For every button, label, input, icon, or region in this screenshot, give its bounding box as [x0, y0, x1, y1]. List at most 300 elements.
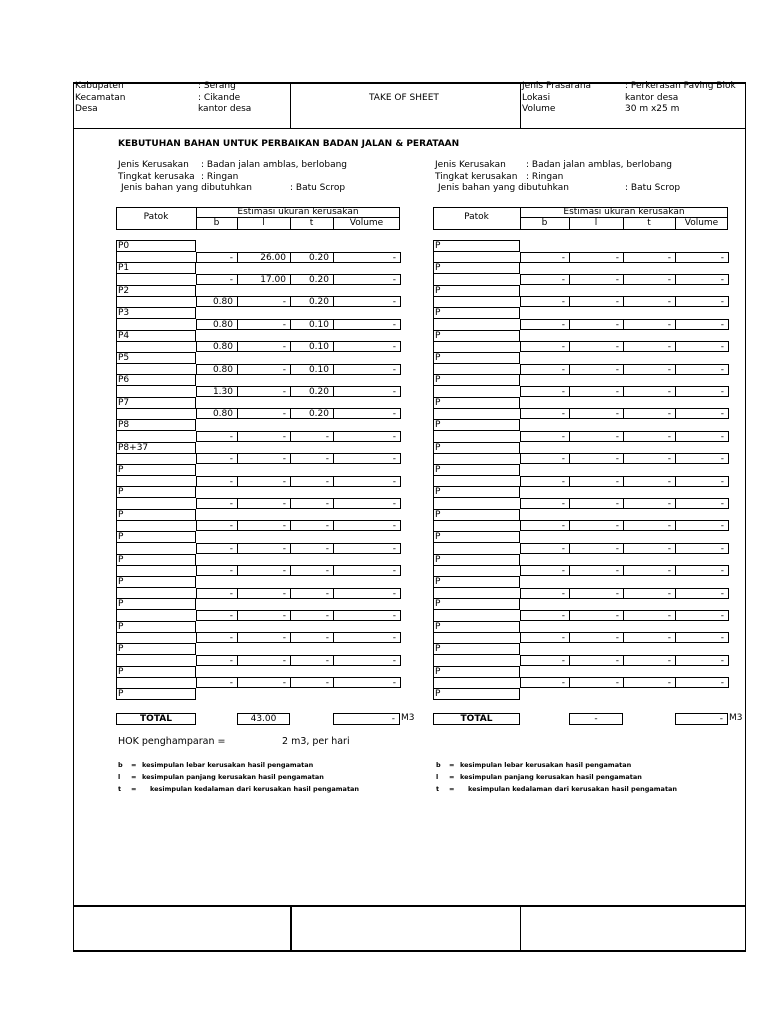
value-cell-v: - — [675, 565, 729, 576]
total-label: TOTAL — [433, 713, 520, 725]
value-cell-t: - — [623, 341, 676, 352]
value-cell-v: - — [675, 408, 729, 419]
value-cell-t: - — [290, 431, 334, 442]
patok-label: P8+37 — [118, 442, 149, 453]
patok-label: P6 — [118, 375, 130, 386]
value-cell-t: 0.20 — [290, 386, 334, 397]
value-cell-t: - — [290, 610, 334, 621]
value-cell-t: - — [290, 588, 334, 599]
patok-cell — [433, 666, 520, 678]
value-cell-b: - — [196, 543, 238, 554]
value-cell-l: - — [569, 364, 624, 375]
patok-cell — [116, 509, 196, 521]
value-cell-b: 0.80 — [196, 364, 238, 375]
footer-bottom-border — [73, 950, 746, 952]
value-cell-b: - — [520, 252, 570, 263]
value-cell-v: - — [333, 274, 401, 285]
legend-key: l — [118, 773, 121, 781]
value-cell-t: - — [623, 565, 676, 576]
value-cell-l: - — [569, 498, 624, 509]
value-cell-v: - — [675, 319, 729, 330]
info-value: : Badan jalan amblas, berlobang — [526, 160, 672, 170]
header-label: Kecamatan — [75, 92, 126, 103]
value-cell-l: - — [237, 386, 291, 397]
patok-label: P — [435, 644, 441, 655]
patok-cell — [433, 531, 520, 543]
value-cell-v: - — [675, 364, 729, 375]
value-cell-b: - — [196, 520, 238, 531]
value-cell-t: - — [623, 386, 676, 397]
value-cell-b: - — [520, 364, 570, 375]
header-label: Jenis Prasarana — [522, 81, 592, 91]
header-divider-left — [290, 82, 291, 128]
legend-text: kesimpulan lebar kerusakan hasil pengamatan — [142, 761, 314, 769]
value-cell-v: - — [675, 498, 729, 509]
patok-cell — [433, 442, 520, 454]
value-cell-v: - — [333, 565, 401, 576]
patok-cell — [116, 307, 196, 319]
value-cell-l: - — [237, 453, 291, 464]
value-cell-l: - — [569, 677, 624, 688]
value-cell-b: 0.80 — [196, 319, 238, 330]
value-cell-l: - — [569, 296, 624, 307]
info-label: Jenis bahan yang dibutuhkan — [121, 183, 252, 193]
patok-label: P — [435, 666, 441, 677]
column-header-b: b — [213, 218, 220, 228]
value-cell-l: 26.00 — [237, 252, 291, 263]
legend-text: kesimpulan kedalaman dari kerusakan hasil pengamatan — [468, 785, 678, 793]
info-label: Jenis Kerusakan — [118, 160, 189, 170]
value-cell-l: - — [569, 274, 624, 285]
header-value: kantor desa — [198, 104, 252, 114]
total-label: TOTAL — [116, 713, 196, 725]
value-cell-t: 0.20 — [290, 252, 334, 263]
info-value: : Ringan — [201, 171, 239, 182]
value-cell-b: - — [520, 565, 570, 576]
value-cell-t: 0.20 — [290, 296, 334, 307]
patok-label: P0 — [118, 241, 130, 251]
legend-key: l — [436, 773, 439, 781]
info-label: Jenis bahan yang dibutuhkan — [438, 183, 569, 193]
value-cell-v: - — [675, 476, 729, 487]
value-cell-l: - — [237, 319, 291, 330]
info-value: : Badan jalan amblas, berlobang — [201, 160, 347, 170]
value-cell-l: - — [569, 341, 624, 352]
value-cell-t: - — [290, 565, 334, 576]
patok-label: P — [435, 532, 441, 543]
patok-cell — [116, 442, 196, 454]
value-cell-v: - — [333, 386, 401, 397]
patok-cell — [433, 330, 520, 342]
value-cell-t: - — [623, 319, 676, 330]
patok-cell — [433, 374, 520, 386]
value-cell-l: - — [569, 408, 624, 419]
value-cell-v: - — [675, 677, 729, 688]
patok-cell — [116, 330, 196, 342]
value-cell-v: - — [333, 588, 401, 599]
patok-label: P — [118, 554, 124, 565]
value-cell-v: - — [675, 341, 729, 352]
value-cell-t: - — [290, 632, 334, 643]
value-cell-b: - — [520, 476, 570, 487]
patok-label: P — [118, 465, 124, 475]
column-header-volume: Volume — [684, 218, 719, 228]
patok-label: P — [118, 644, 124, 655]
value-cell-b: - — [520, 431, 570, 442]
patok-label: P — [435, 375, 441, 386]
patok-label: P — [118, 666, 124, 677]
value-cell-v: - — [675, 274, 729, 285]
value-cell-v: - — [333, 677, 401, 688]
value-cell-b: - — [196, 498, 238, 509]
header-label: Desa — [75, 104, 98, 114]
patok-label: P7 — [118, 397, 130, 408]
value-cell-b: 1.30 — [196, 386, 238, 397]
value-cell-l: - — [237, 498, 291, 509]
info-label: Jenis Kerusakan — [435, 160, 506, 170]
header-value: : Perkerasan Paving Blok — [625, 81, 736, 91]
patok-label: P — [118, 509, 124, 520]
legend-equals: = — [131, 761, 137, 769]
value-cell-b: - — [520, 543, 570, 554]
value-cell-v: - — [333, 408, 401, 419]
patok-label: P — [118, 532, 124, 543]
info-label: Tingkat kerusaka — [118, 171, 195, 182]
value-cell-t: - — [623, 296, 676, 307]
patok-cell — [433, 307, 520, 319]
info-label: Tingkat kerusakan — [435, 171, 518, 182]
value-cell-v: - — [675, 610, 729, 621]
value-cell-l: - — [237, 655, 291, 666]
value-cell-v: - — [675, 252, 729, 263]
value-cell-b: - — [520, 319, 570, 330]
value-cell-t: - — [623, 655, 676, 666]
patok-label: P — [435, 420, 441, 431]
value-cell-t: - — [623, 498, 676, 509]
legend-equals: = — [131, 773, 137, 781]
patok-label: P — [435, 330, 441, 341]
patok-label: P — [435, 599, 441, 610]
patok-cell — [433, 598, 520, 610]
patok-cell — [116, 554, 196, 566]
value-cell-v: - — [675, 655, 729, 666]
value-cell-b: - — [520, 520, 570, 531]
patok-label: P — [435, 285, 441, 296]
value-cell-b: - — [520, 274, 570, 285]
value-cell-b: - — [520, 341, 570, 352]
value-cell-t: - — [623, 453, 676, 464]
value-cell-l: - — [569, 588, 624, 599]
value-cell-l: - — [237, 565, 291, 576]
value-cell-v: - — [675, 520, 729, 531]
value-cell-v: - — [333, 498, 401, 509]
legend-key: t — [118, 785, 122, 793]
patok-cell — [116, 666, 196, 678]
total-length: - — [569, 713, 623, 725]
patok-label: P — [435, 487, 441, 498]
value-cell-b: - — [196, 252, 238, 263]
column-header-l: l — [262, 218, 265, 228]
value-cell-v: - — [333, 543, 401, 554]
value-cell-l: - — [569, 431, 624, 442]
info-value: : Ringan — [526, 171, 564, 182]
legend-text: kesimpulan panjang kerusakan hasil pengamatan — [142, 773, 324, 781]
patok-label: P5 — [118, 353, 130, 363]
value-cell-l: - — [237, 520, 291, 531]
value-cell-v: - — [675, 431, 729, 442]
column-header-l: l — [594, 218, 598, 228]
patok-cell — [433, 688, 520, 700]
value-cell-l: - — [237, 588, 291, 599]
value-cell-t: - — [623, 677, 676, 688]
column-header-estimasi: Estimasi ukuran kerusakan — [563, 207, 685, 217]
value-cell-l: - — [237, 296, 291, 307]
value-cell-l: - — [569, 476, 624, 487]
value-cell-b: - — [520, 632, 570, 643]
value-cell-t: - — [290, 476, 334, 487]
patok-label: P2 — [118, 285, 130, 296]
value-cell-b: - — [196, 476, 238, 487]
value-cell-v: - — [333, 431, 401, 442]
patok-cell — [116, 419, 196, 431]
total-length: 43.00 — [237, 713, 290, 725]
value-cell-l: - — [237, 364, 291, 375]
patok-cell — [433, 621, 520, 633]
value-cell-b: - — [196, 274, 238, 285]
hok-label: HOK penghamparan = — [118, 736, 226, 747]
column-header-patok: Patok — [464, 212, 489, 222]
patok-label: P — [435, 621, 441, 632]
patok-cell — [433, 397, 520, 409]
value-cell-l: - — [569, 610, 624, 621]
column-header-b: b — [541, 218, 548, 228]
total-volume: - — [333, 713, 400, 725]
patok-cell — [433, 262, 520, 274]
value-cell-t: - — [290, 498, 334, 509]
legend-key: b — [436, 761, 441, 769]
value-cell-t: - — [623, 610, 676, 621]
value-cell-t: 0.10 — [290, 319, 334, 330]
value-cell-l: - — [569, 655, 624, 666]
value-cell-l: - — [569, 453, 624, 464]
patok-label: P — [118, 487, 124, 498]
info-value: : Batu Scrop — [290, 183, 346, 193]
value-cell-v: - — [333, 476, 401, 487]
patok-cell — [116, 374, 196, 386]
header-value: kantor desa — [625, 92, 679, 103]
value-cell-l: - — [237, 543, 291, 554]
value-cell-t: - — [623, 632, 676, 643]
footer-divider-left — [290, 905, 292, 951]
value-cell-l: - — [569, 632, 624, 643]
value-cell-b: 0.80 — [196, 341, 238, 352]
value-cell-b: - — [196, 431, 238, 442]
value-cell-t: - — [623, 520, 676, 531]
value-cell-t: - — [623, 408, 676, 419]
patok-label: P — [435, 689, 441, 699]
value-cell-t: - — [290, 543, 334, 554]
value-cell-l: - — [237, 341, 291, 352]
value-cell-b: - — [196, 588, 238, 599]
section-title: KEBUTUHAN BAHAN UNTUK PERBAIKAN BADAN JALAN & PERATAAN — [118, 139, 460, 149]
legend-key: b — [118, 761, 123, 769]
legend-equals: = — [131, 785, 137, 793]
patok-cell — [433, 419, 520, 431]
patok-cell — [116, 621, 196, 633]
patok-label: P — [435, 308, 441, 319]
value-cell-t: - — [290, 677, 334, 688]
value-cell-t: - — [290, 453, 334, 464]
value-cell-t: 0.10 — [290, 341, 334, 352]
value-cell-v: - — [333, 364, 401, 375]
value-cell-t: 0.10 — [290, 364, 334, 375]
value-cell-t: - — [623, 543, 676, 554]
value-cell-b: - — [196, 565, 238, 576]
patok-cell — [116, 262, 196, 274]
patok-label: P — [118, 577, 124, 587]
value-cell-b: 0.80 — [196, 408, 238, 419]
patok-cell — [116, 531, 196, 543]
patok-label: P8 — [118, 420, 130, 431]
value-cell-v: - — [333, 252, 401, 263]
value-cell-l: - — [237, 610, 291, 621]
patok-cell — [433, 509, 520, 521]
patok-label: P — [435, 241, 441, 251]
patok-label: P — [435, 397, 441, 408]
value-cell-t: 0.20 — [290, 408, 334, 419]
legend-equals: = — [449, 761, 455, 769]
patok-label: P — [435, 577, 441, 587]
value-cell-l: - — [237, 677, 291, 688]
value-cell-l: 17.00 — [237, 274, 291, 285]
header-label: Lokasi — [522, 92, 551, 103]
value-cell-v: - — [333, 632, 401, 643]
value-cell-l: - — [569, 543, 624, 554]
patok-cell — [116, 397, 196, 409]
value-cell-t: - — [623, 588, 676, 599]
patok-label: P — [435, 509, 441, 520]
value-cell-b: - — [520, 408, 570, 419]
value-cell-v: - — [675, 386, 729, 397]
value-cell-b: - — [520, 386, 570, 397]
patok-label: P1 — [118, 263, 130, 274]
legend-text: kesimpulan kedalaman dari kerusakan hasil pengamatan — [150, 785, 360, 793]
column-header-volume: Volume — [349, 218, 384, 228]
value-cell-t: - — [623, 476, 676, 487]
patok-cell — [116, 643, 196, 655]
value-cell-v: - — [333, 610, 401, 621]
value-cell-l: - — [569, 520, 624, 531]
patok-label: P — [435, 442, 441, 453]
value-cell-v: - — [675, 632, 729, 643]
value-cell-b: - — [520, 655, 570, 666]
value-cell-b: - — [520, 588, 570, 599]
sheet-title: TAKE OF SHEET — [369, 93, 439, 103]
header-label: Kabupaten — [75, 81, 124, 91]
patok-cell — [116, 688, 196, 700]
legend-text: kesimpulan panjang kerusakan hasil pengamatan — [460, 773, 642, 781]
patok-cell — [433, 285, 520, 297]
patok-cell — [116, 285, 196, 297]
total-unit: M3 — [729, 713, 743, 723]
patok-cell — [433, 240, 520, 252]
value-cell-t: - — [290, 655, 334, 666]
value-cell-t: - — [623, 431, 676, 442]
patok-label: P — [118, 621, 124, 632]
value-cell-l: - — [569, 252, 624, 263]
patok-cell — [116, 464, 196, 476]
patok-label: P — [118, 599, 124, 610]
patok-cell — [433, 643, 520, 655]
value-cell-l: - — [237, 476, 291, 487]
hok-value: 2 m3, per hari — [282, 736, 350, 747]
footer-divider-right — [520, 905, 521, 951]
value-cell-b: - — [520, 296, 570, 307]
value-cell-t: - — [623, 364, 676, 375]
value-cell-t: 0.20 — [290, 274, 334, 285]
patok-label: P — [118, 689, 124, 699]
patok-label: P4 — [118, 330, 130, 341]
value-cell-b: - — [520, 610, 570, 621]
value-cell-t: - — [623, 274, 676, 285]
value-cell-v: - — [333, 319, 401, 330]
patok-cell — [116, 240, 196, 252]
value-cell-b: 0.80 — [196, 296, 238, 307]
value-cell-b: - — [196, 632, 238, 643]
patok-label: P3 — [118, 308, 130, 319]
value-cell-v: - — [333, 655, 401, 666]
patok-label: P — [435, 554, 441, 565]
value-cell-v: - — [675, 296, 729, 307]
total-volume: - — [675, 713, 728, 725]
value-cell-v: - — [675, 453, 729, 464]
patok-label: P — [435, 465, 441, 475]
column-header-t: t — [309, 218, 314, 228]
header-value: : Cikande — [198, 92, 241, 103]
patok-cell — [433, 486, 520, 498]
column-header-patok: Patok — [143, 212, 169, 222]
value-cell-t: - — [290, 520, 334, 531]
column-header-t: t — [647, 218, 651, 228]
header-value: 30 m x25 m — [625, 104, 680, 114]
value-cell-l: - — [237, 431, 291, 442]
column-header-estimasi: Estimasi ukuran kerusakan — [237, 207, 359, 217]
value-cell-v: - — [333, 453, 401, 464]
header-divider-right — [520, 82, 521, 128]
legend-equals: = — [449, 785, 455, 793]
total-unit: M3 — [401, 713, 415, 723]
header-bottom-border — [73, 128, 746, 129]
value-cell-v: - — [675, 543, 729, 554]
value-cell-l: - — [569, 319, 624, 330]
header-value: : Serang — [198, 81, 236, 91]
legend-text: kesimpulan lebar kerusakan hasil pengamatan — [460, 761, 632, 769]
value-cell-b: - — [520, 677, 570, 688]
patok-cell — [433, 576, 520, 588]
value-cell-b: - — [520, 498, 570, 509]
patok-label: P — [435, 353, 441, 363]
patok-cell — [116, 486, 196, 498]
legend-key: t — [436, 785, 440, 793]
value-cell-b: - — [196, 453, 238, 464]
value-cell-t: - — [623, 252, 676, 263]
patok-cell — [433, 554, 520, 566]
value-cell-v: - — [333, 341, 401, 352]
footer-top-border — [73, 905, 746, 907]
value-cell-v: - — [333, 520, 401, 531]
info-value: : Batu Scrop — [625, 183, 681, 193]
header-label: Volume — [522, 104, 556, 114]
